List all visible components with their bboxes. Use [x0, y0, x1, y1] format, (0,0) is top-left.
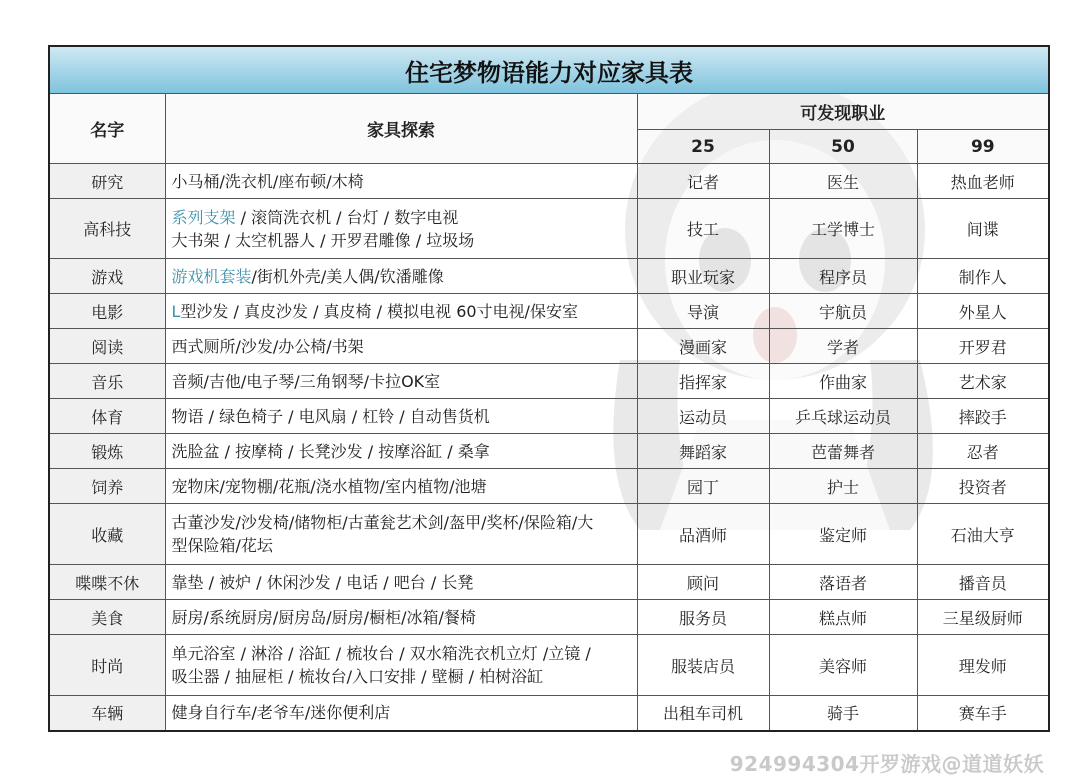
row-furniture — [165, 294, 637, 329]
row-name: 体育 — [49, 399, 165, 434]
job-50: 骑手 — [769, 696, 917, 731]
job-50: 宇航员 — [769, 294, 917, 329]
job-99: 热血老师 — [917, 164, 1049, 199]
row-furniture — [165, 259, 637, 294]
row-furniture — [165, 434, 637, 469]
header-furniture: 家具探索 — [165, 94, 637, 164]
job-25: 职业玩家 — [637, 259, 769, 294]
job-99: 间谍 — [917, 199, 1049, 259]
job-99: 开罗君 — [917, 329, 1049, 364]
table-row — [49, 259, 1049, 294]
row-name: 时尚 — [49, 635, 165, 696]
table-title: 住宅梦物语能力对应家具表 — [49, 46, 1049, 94]
furniture-highlight: 系列支架 — [171, 207, 236, 227]
row-furniture — [165, 164, 637, 199]
row-name: 锻炼 — [49, 434, 165, 469]
job-25: 导演 — [637, 294, 769, 329]
job-50: 作曲家 — [769, 364, 917, 399]
job-25: 记者 — [637, 164, 769, 199]
row-furniture — [165, 504, 637, 565]
furniture-text-line2: 吸尘器 / 抽屉柜 / 梳妆台/入口安排 / 壁橱 / 柏树浴缸 — [171, 667, 544, 686]
row-name: 喋喋不休 — [49, 565, 165, 600]
row-name: 电影 — [49, 294, 165, 329]
furniture-ability-table — [48, 45, 1050, 732]
table-row — [49, 434, 1049, 469]
row-furniture — [165, 399, 637, 434]
furniture-text: 健身自行车/老爷车/迷你便利店 — [171, 703, 391, 723]
table-row — [49, 565, 1049, 600]
table-row — [49, 635, 1049, 696]
row-name: 阅读 — [49, 329, 165, 364]
row-name: 收藏 — [49, 504, 165, 565]
job-25: 运动员 — [637, 399, 769, 434]
table-row — [49, 469, 1049, 504]
job-50: 程序员 — [769, 259, 917, 294]
job-99: 石油大亨 — [917, 504, 1049, 565]
furniture-text: /街机外壳/美人偶/钦潘雕像 — [251, 266, 444, 286]
row-name: 研究 — [49, 164, 165, 199]
job-25: 指挥家 — [637, 364, 769, 399]
job-50: 鉴定师 — [769, 504, 917, 565]
furniture-text-line2: 大书架 / 太空机器人 / 开罗君雕像 / 垃圾场 — [171, 230, 475, 250]
furniture-text-line2: 型保险箱/花坛 — [171, 536, 273, 555]
job-99: 艺术家 — [917, 364, 1049, 399]
job-50: 糕点师 — [769, 600, 917, 635]
table-row — [49, 504, 1049, 565]
job-99: 播音员 — [917, 565, 1049, 600]
header-name: 名字 — [49, 94, 165, 164]
job-25: 技工 — [637, 199, 769, 259]
furniture-highlight: 游戏机套装 — [171, 266, 252, 286]
job-99: 投资者 — [917, 469, 1049, 504]
header-level-50: 50 — [769, 130, 917, 164]
table-row — [49, 294, 1049, 329]
job-25: 园丁 — [637, 469, 769, 504]
watermark: 924994304开罗游戏@道道妖妖 — [729, 752, 1044, 776]
furniture-highlight: L — [171, 301, 181, 321]
furniture-text: 西式厕所/沙发/办公椅/书架 — [171, 336, 364, 356]
job-99: 理发师 — [917, 635, 1049, 696]
job-99: 外星人 — [917, 294, 1049, 329]
header-level-25: 25 — [637, 130, 769, 164]
furniture-text: 靠垫 / 被炉 / 休闲沙发 / 电话 / 吧台 / 长凳 — [171, 572, 474, 592]
job-50: 工学博士 — [769, 199, 917, 259]
job-99: 忍者 — [917, 434, 1049, 469]
row-name: 游戏 — [49, 259, 165, 294]
furniture-text: 厨房/系统厨房/厨房岛/厨房/橱柜/冰箱/餐椅 — [171, 607, 476, 627]
row-name: 音乐 — [49, 364, 165, 399]
furniture-text: 古董沙发/沙发椅/储物柜/古董瓮艺术剑/盔甲/奖杯/保险箱/大 — [171, 513, 594, 532]
row-furniture — [165, 469, 637, 504]
table-row — [49, 164, 1049, 199]
table-row — [49, 329, 1049, 364]
row-furniture — [165, 635, 637, 696]
row-name: 美食 — [49, 600, 165, 635]
job-50: 学者 — [769, 329, 917, 364]
job-50: 护士 — [769, 469, 917, 504]
job-50: 医生 — [769, 164, 917, 199]
furniture-text: 小马桶/洗衣机/座布顿/木椅 — [171, 171, 364, 191]
row-furniture — [165, 364, 637, 399]
furniture-text: 宠物床/宠物棚/花瓶/浇水植物/室内植物/池塘 — [171, 476, 487, 496]
furniture-text: 洗脸盆 / 按摩椅 / 长凳沙发 / 按摩浴缸 / 桑拿 — [171, 441, 490, 461]
job-50: 乒乓球运动员 — [769, 399, 917, 434]
row-furniture — [165, 600, 637, 635]
table-row — [49, 199, 1049, 259]
job-99: 三星级厨师 — [917, 600, 1049, 635]
row-name: 车辆 — [49, 696, 165, 731]
job-25: 顾问 — [637, 565, 769, 600]
row-name: 高科技 — [49, 199, 165, 259]
header-jobs: 可发现职业 — [637, 94, 1049, 130]
job-99: 摔跤手 — [917, 399, 1049, 434]
row-furniture — [165, 565, 637, 600]
table-row — [49, 696, 1049, 731]
job-99: 制作人 — [917, 259, 1049, 294]
job-50: 芭蕾舞者 — [769, 434, 917, 469]
row-furniture — [165, 199, 637, 259]
row-furniture — [165, 696, 637, 731]
job-25: 品酒师 — [637, 504, 769, 565]
table-row — [49, 600, 1049, 635]
job-25: 舞蹈家 — [637, 434, 769, 469]
job-50: 美容师 — [769, 635, 917, 696]
job-25: 出租车司机 — [637, 696, 769, 731]
job-25: 服装店员 — [637, 635, 769, 696]
table-row — [49, 399, 1049, 434]
row-furniture — [165, 329, 637, 364]
header-level-99: 99 — [917, 130, 1049, 164]
job-99: 赛车手 — [917, 696, 1049, 731]
table-row — [49, 364, 1049, 399]
job-25: 漫画家 — [637, 329, 769, 364]
job-50: 落语者 — [769, 565, 917, 600]
furniture-text: 音频/吉他/电子琴/三角钢琴/卡拉OK室 — [171, 371, 441, 391]
furniture-text: 型沙发 / 真皮沙发 / 真皮椅 / 模拟电视 60寸电视/保安室 — [180, 301, 578, 321]
row-name: 饲养 — [49, 469, 165, 504]
furniture-text: 单元浴室 / 淋浴 / 浴缸 / 梳妆台 / 双水箱洗衣机立灯 /立镜 / — [171, 644, 591, 663]
furniture-text: 物语 / 绿色椅子 / 电风扇 / 杠铃 / 自动售货机 — [171, 406, 490, 426]
job-25: 服务员 — [637, 600, 769, 635]
furniture-text: / 滚筒洗衣机 / 台灯 / 数字电视 — [235, 207, 459, 227]
furniture-ability-table-sheet — [48, 45, 1048, 732]
